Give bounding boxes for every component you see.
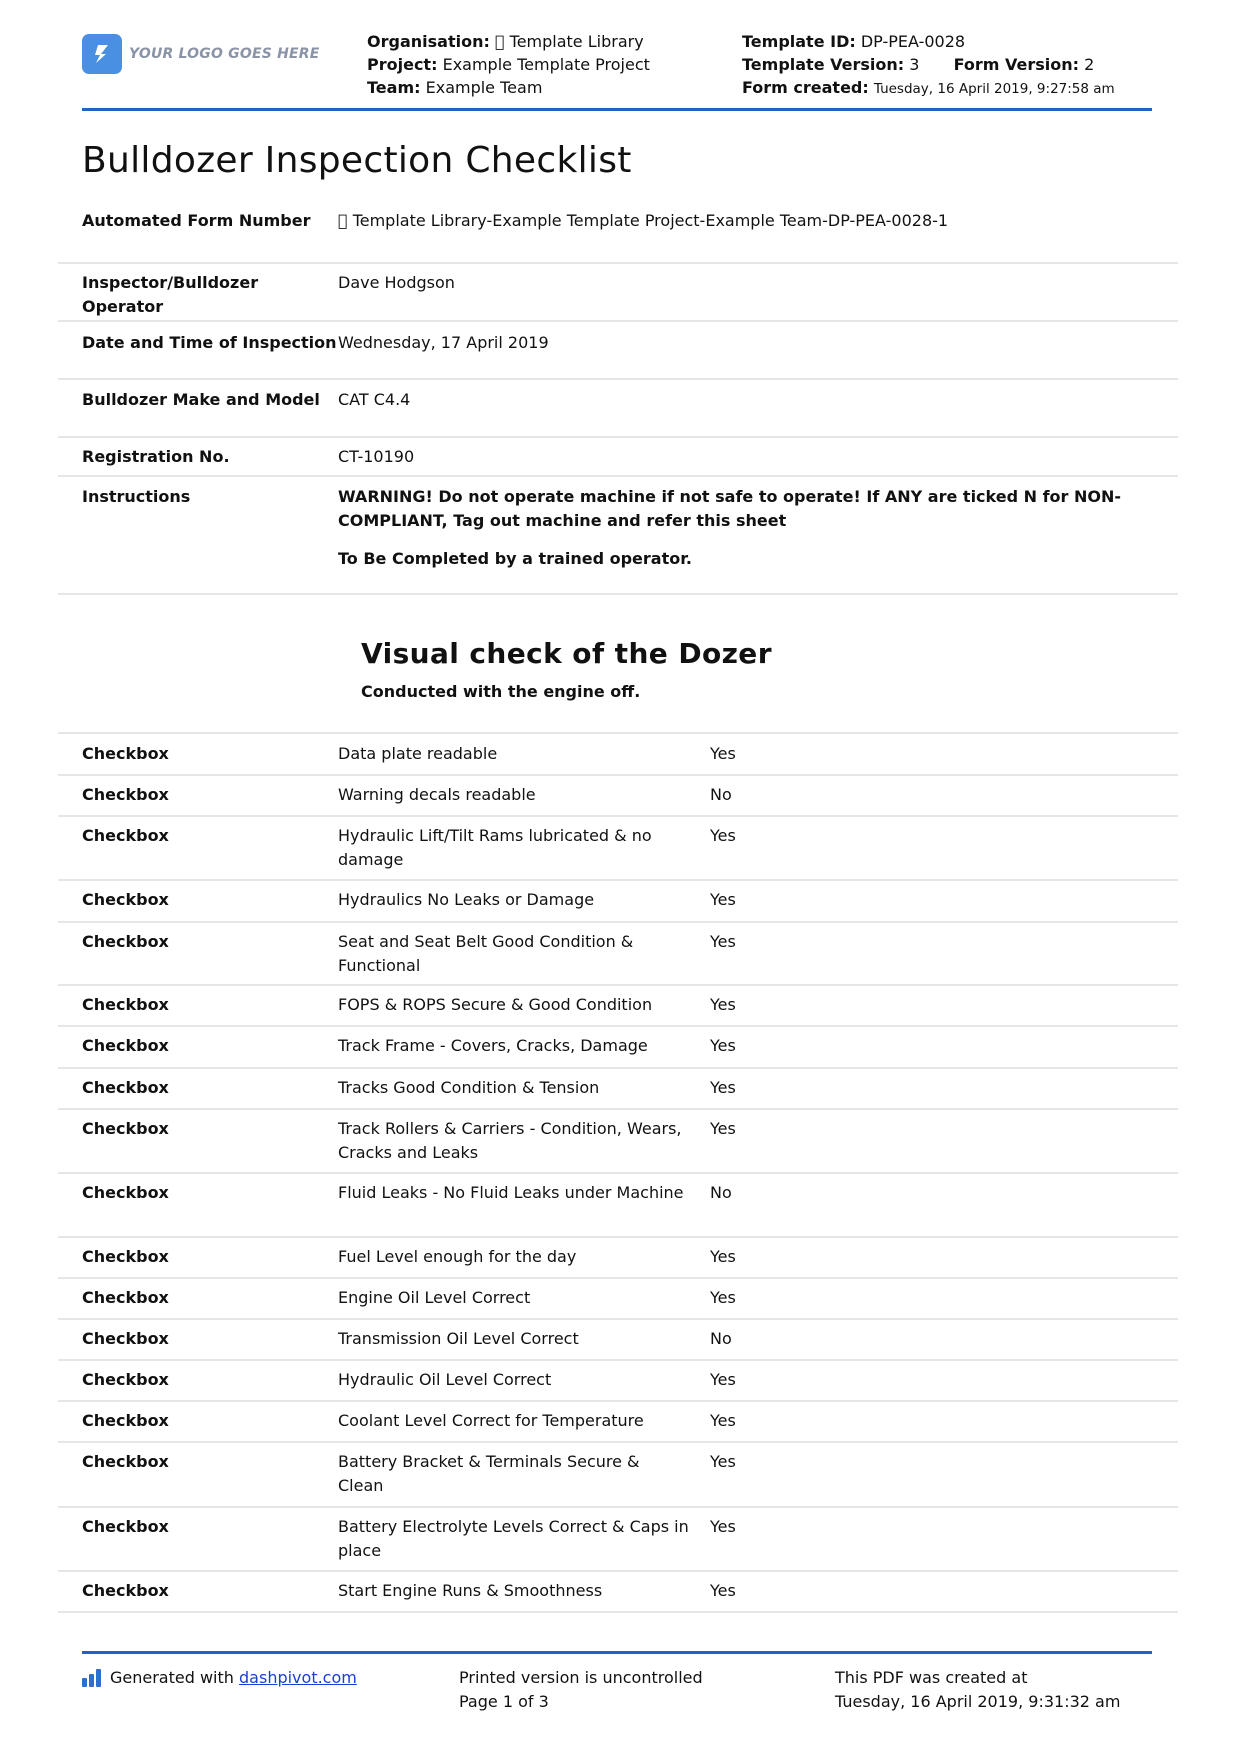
- table-row: [58, 1361, 1178, 1402]
- row-item: Transmission Oil Level Correct: [338, 1329, 579, 1348]
- row-label: Checkbox: [82, 1288, 169, 1307]
- table-row: [58, 1027, 1178, 1069]
- row-item: Battery Bracket & Terminals Secure & Clean: [338, 1452, 640, 1495]
- row-label: Checkbox: [82, 1411, 169, 1430]
- section-subheading: Conducted with the engine off.: [361, 682, 641, 701]
- header-org-block: [367, 30, 650, 99]
- row-value: Yes: [710, 1452, 736, 1471]
- table-row: [58, 734, 1178, 776]
- row-item: Track Frame - Covers, Cracks, Damage: [338, 1036, 648, 1055]
- template-id-label: Template ID:: [742, 32, 856, 51]
- dashpivot-link[interactable]: dashpivot.com: [239, 1668, 357, 1687]
- row-item: FOPS & ROPS Secure & Good Condition: [338, 995, 653, 1014]
- row-label: Checkbox: [82, 826, 169, 845]
- row-item: Battery Electrolyte Levels Correct & Caps in place: [338, 1517, 689, 1560]
- table-row: [58, 1508, 1178, 1572]
- footer-created: [835, 1666, 1120, 1713]
- field-value: Template Library-Example Template Project-Example Team-DP-PEA-0028-1: [338, 211, 934, 230]
- row-label: Checkbox: [82, 1247, 169, 1266]
- organisation-label: Organisation:: [367, 32, 490, 51]
- field-row-form-number: [58, 206, 1178, 264]
- created-value: Tuesday, 16 April 2019, 9:31:32 am: [835, 1691, 1121, 1711]
- row-value: Yes: [710, 1036, 736, 1055]
- row-label: Checkbox: [82, 890, 169, 909]
- footer-divider: [82, 1651, 1152, 1654]
- table-row: [58, 1279, 1178, 1320]
- field-label: Instructions: [82, 487, 191, 506]
- section-heading: Visual check of the Dozer: [361, 637, 772, 670]
- field-value: Dave Hodgson: [338, 273, 455, 292]
- row-value: Yes: [710, 1517, 736, 1536]
- logo-text: YOUR LOGO GOES HERE: [129, 46, 320, 62]
- table-row: [58, 986, 1178, 1027]
- field-row-inspector: [58, 264, 1178, 322]
- row-item: Data plate readable: [338, 744, 498, 763]
- table-row: [58, 776, 1178, 817]
- field-row-date: [58, 322, 1178, 380]
- page-header: [82, 26, 1152, 110]
- row-label: Checkbox: [82, 1329, 169, 1348]
- table-row: [58, 817, 1178, 881]
- table-row: [58, 923, 1178, 986]
- table-row: [58, 1402, 1178, 1443]
- field-value: CAT C4.4: [338, 390, 411, 409]
- row-item: Hydraulic Oil Level Correct: [338, 1370, 552, 1389]
- field-label: Automated Form Number: [82, 211, 311, 230]
- project-label: Project:: [367, 55, 438, 74]
- row-label: Checkbox: [82, 1581, 169, 1600]
- table-row: [58, 1320, 1178, 1361]
- header-template-block: [742, 30, 1115, 101]
- row-value: Yes: [710, 1370, 736, 1389]
- row-item: Hydraulics No Leaks or Damage: [338, 890, 595, 909]
- row-label: Checkbox: [82, 1078, 169, 1097]
- field-row-instructions: [58, 477, 1178, 595]
- field-label: Registration No.: [82, 447, 230, 466]
- template-version-label: Template Version:: [742, 55, 905, 74]
- table-row: [58, 881, 1178, 923]
- header-divider: [82, 108, 1152, 111]
- table-row: [58, 1174, 1178, 1238]
- form-created-value: Tuesday, 16 April 2019, 9:27:58 am: [873, 81, 1115, 97]
- row-label: Checkbox: [82, 932, 169, 951]
- team-label: Team:: [367, 78, 421, 97]
- row-value: Yes: [710, 826, 736, 845]
- row-item: Warning decals readable: [338, 785, 536, 804]
- template-id-value: DP-PEA-0028: [860, 32, 966, 51]
- organisation-value: Template Library: [494, 32, 629, 51]
- section-visual-check: [361, 637, 772, 701]
- row-label: Checkbox: [82, 1119, 169, 1138]
- row-value: Yes: [710, 1078, 736, 1097]
- field-label: Bulldozer Make and Model: [82, 390, 320, 409]
- row-label: Checkbox: [82, 744, 169, 763]
- row-label: Checkbox: [82, 1036, 169, 1055]
- instructions-note: To Be Completed by a trained operator.: [338, 549, 692, 568]
- row-item: Coolant Level Correct for Temperature: [338, 1411, 644, 1430]
- row-value: No: [710, 1183, 732, 1202]
- team-value: Example Team: [425, 78, 543, 97]
- logo-mark-icon: [82, 34, 122, 74]
- row-item: Tracks Good Condition & Tension: [338, 1078, 600, 1097]
- logo: [82, 34, 320, 74]
- table-row: [58, 1572, 1178, 1613]
- created-label: This PDF was created at: [835, 1668, 1028, 1687]
- table-row: [58, 1110, 1178, 1174]
- row-item: Fluid Leaks - No Fluid Leaks under Machine: [338, 1183, 684, 1202]
- row-value: Yes: [710, 1581, 736, 1600]
- row-value: Yes: [710, 1288, 736, 1307]
- row-label: Checkbox: [82, 1452, 169, 1471]
- footer-page-info: [459, 1666, 703, 1713]
- row-item: Seat and Seat Belt Good Condition & Functional: [338, 932, 634, 975]
- page-title: Bulldozer Inspection Checklist: [82, 140, 632, 181]
- page-number: Page 1 of 3: [459, 1691, 549, 1711]
- form-fields: [58, 206, 1178, 595]
- table-row: [58, 1069, 1178, 1110]
- form-version-label: Form Version:: [953, 55, 1080, 74]
- row-label: Checkbox: [82, 995, 169, 1014]
- row-value: Yes: [710, 1247, 736, 1266]
- row-value: Yes: [710, 995, 736, 1014]
- project-value: Example Template Project: [442, 55, 650, 74]
- table-row: [58, 1443, 1178, 1508]
- template-version-value: 3: [909, 55, 920, 74]
- row-item: Start Engine Runs & Smoothness: [338, 1581, 603, 1600]
- instructions-warning: WARNING! Do not operate machine if not safe to operate! If ANY are ticked N for NON-COMPLIANT, Tag out machine and refer this sheet: [338, 487, 1122, 530]
- row-item: Fuel Level enough for the day: [338, 1247, 577, 1266]
- field-label: Inspector/Bulldozer Operator: [82, 273, 259, 316]
- uncontrolled-note: Printed version is uncontrolled: [459, 1668, 703, 1687]
- row-value: Yes: [710, 1411, 736, 1430]
- generated-prefix: Generated with: [110, 1668, 234, 1687]
- row-item: Track Rollers & Carriers - Condition, Wears, Cracks and Leaks: [338, 1119, 682, 1162]
- table-row: [58, 1238, 1178, 1279]
- row-value: Yes: [710, 890, 736, 909]
- row-label: Checkbox: [82, 1370, 169, 1389]
- field-row-registration: [58, 438, 1178, 477]
- row-label: Checkbox: [82, 1517, 169, 1536]
- form-created-label: Form created:: [742, 78, 869, 97]
- row-value: Yes: [710, 744, 736, 763]
- row-item: Hydraulic Lift/Tilt Rams lubricated & no damage: [338, 826, 652, 869]
- form-version-value: 2: [1084, 55, 1095, 74]
- row-label: Checkbox: [82, 785, 169, 804]
- row-label: Checkbox: [82, 1183, 169, 1202]
- row-value: Yes: [710, 1119, 736, 1138]
- field-value: Wednesday, 17 April 2019: [338, 333, 549, 352]
- row-value: No: [710, 785, 732, 804]
- field-row-make-model: [58, 380, 1178, 438]
- footer-generated: [82, 1666, 357, 1690]
- field-label: Date and Time of Inspection: [82, 333, 337, 352]
- row-value: Yes: [710, 932, 736, 951]
- field-value: CT-10190: [338, 447, 415, 466]
- checklist-table: [58, 734, 1178, 1613]
- row-item: Engine Oil Level Correct: [338, 1288, 531, 1307]
- row-value: No: [710, 1329, 732, 1348]
- dashpivot-chart-icon: [82, 1669, 101, 1687]
